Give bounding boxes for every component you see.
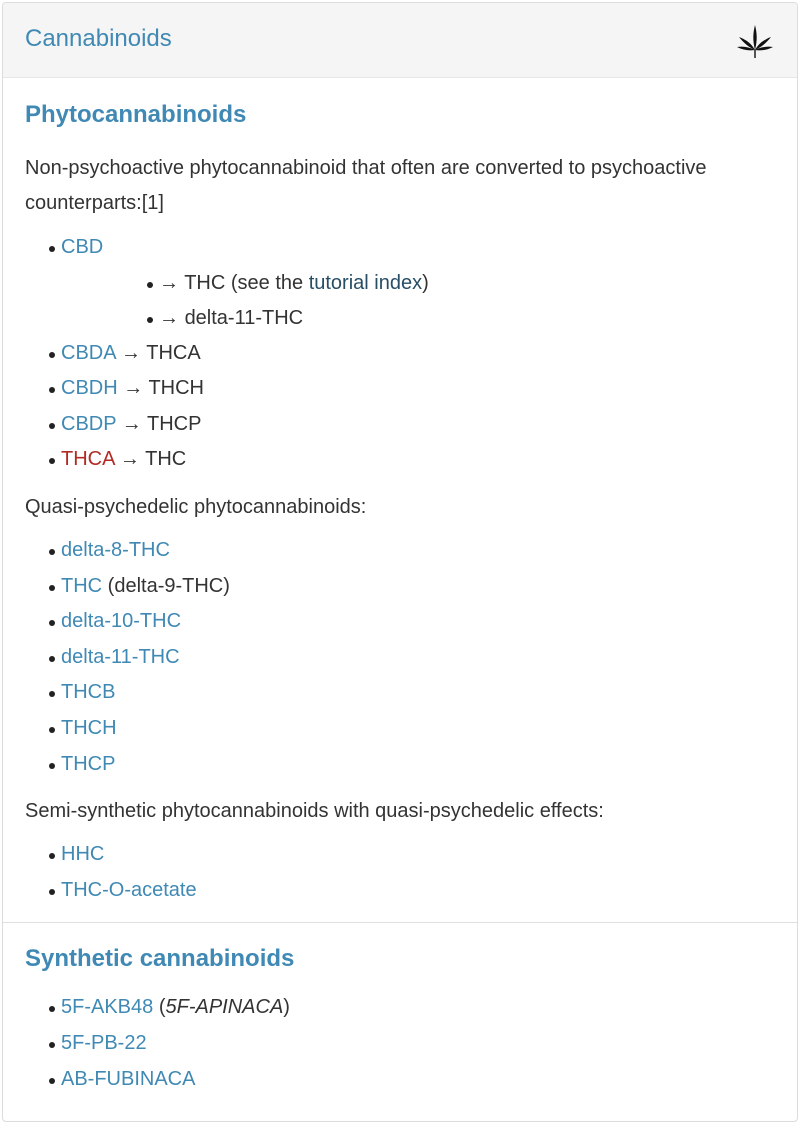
phytocannabinoids-heading: Phytocannabinoids: [25, 101, 247, 128]
sub-item-text: THC (see the: [184, 271, 309, 294]
list-item-cbdp: [25, 407, 775, 443]
conversion-list: [25, 230, 775, 478]
phyto-intro-text: Non-psychoactive phytocannabinoid that often are converted to psychoactive counterparts:[1]: [25, 157, 707, 214]
list-item: [25, 533, 775, 569]
synthetic-cannabinoids-heading: Synthetic cannabinoids: [25, 945, 295, 973]
arrow-icon: →: [123, 377, 144, 400]
delta-11-thc-link[interactable]: delta-11-THC: [61, 645, 180, 668]
synthetic-list: [25, 990, 775, 1097]
list-item-cbd-to-thc: [61, 266, 775, 301]
cbda-link[interactable]: CBDA: [61, 341, 116, 364]
alt-name-text: 5F-APINACA: [165, 996, 284, 1019]
ab-fubinaca-link[interactable]: AB-FUBINACA: [61, 1067, 196, 1090]
list-item-thca: [25, 442, 775, 478]
cannabinoids-navbox: [2, 2, 798, 1122]
list-item: [25, 1026, 775, 1062]
list-item: [25, 1062, 775, 1098]
cbd-link[interactable]: CBD: [61, 236, 104, 258]
list-item: [25, 990, 775, 1026]
conversion-target: THC: [145, 448, 187, 471]
phytocannabinoids-section: [3, 78, 797, 908]
conversion-target: THCA: [146, 341, 201, 364]
cbd-sublist: [61, 266, 775, 336]
arrow-icon: →: [159, 271, 179, 294]
synthetic-cannabinoids-section: [3, 922, 797, 1097]
arrow-icon: →: [121, 412, 142, 435]
list-item-cbdh: [25, 371, 775, 407]
arrow-icon: →: [119, 448, 140, 471]
paren-close: ): [283, 996, 290, 1019]
list-item: [25, 640, 775, 676]
list-item: [25, 747, 775, 783]
thcb-link[interactable]: THCB: [61, 681, 116, 704]
cbdh-link[interactable]: CBDH: [61, 377, 118, 400]
tutorial-index-link[interactable]: tutorial index: [308, 271, 423, 294]
hhc-link[interactable]: HHC: [61, 843, 105, 866]
list-item: [25, 873, 775, 909]
navbox-header: [3, 3, 797, 78]
5f-pb-22-link[interactable]: 5F-PB-22: [61, 1031, 147, 1054]
conversion-target: THCH: [148, 377, 204, 400]
list-item-cbd-to-delta11: [61, 301, 775, 336]
sub-item-text: delta-11-THC: [184, 306, 304, 329]
list-item-cbd: [25, 230, 775, 336]
thca-link[interactable]: THCA: [61, 448, 115, 471]
thc-alias-text: (delta-9-THC): [102, 574, 230, 597]
quasi-psychedelic-list: [25, 533, 775, 782]
list-item: [25, 675, 775, 711]
thc-link[interactable]: THC: [61, 574, 103, 597]
semi-synthetic-list: [25, 837, 775, 908]
list-item-cbda: [25, 336, 775, 372]
delta-8-thc-link[interactable]: delta-8-THC: [61, 538, 170, 561]
5f-akb48-link[interactable]: 5F-AKB48: [61, 996, 154, 1019]
arrow-icon: →: [121, 341, 142, 364]
list-item: [25, 711, 775, 747]
list-item: [25, 604, 775, 640]
list-item: [25, 837, 775, 873]
thcp-link[interactable]: THCP: [61, 752, 116, 775]
list-item: [25, 569, 775, 605]
quasi-intro-text: Quasi-psychedelic phytocannabinoids:: [25, 495, 367, 518]
cannabis-leaf-icon: [735, 23, 775, 59]
sub-item-close: ): [422, 271, 429, 294]
paren-open: (: [153, 996, 166, 1019]
conversion-target: THCP: [146, 412, 202, 435]
semi-synthetic-intro-text: Semi-synthetic phytocannabinoids with quasi-psychedelic effects:: [25, 800, 604, 823]
arrow-icon: →: [159, 306, 179, 329]
navbox-title-link[interactable]: Cannabinoids: [25, 25, 172, 52]
thch-link[interactable]: THCH: [61, 716, 117, 739]
cbdp-link[interactable]: CBDP: [61, 412, 117, 435]
thc-o-acetate-link[interactable]: THC-O-acetate: [61, 878, 197, 901]
delta-10-thc-link[interactable]: delta-10-THC: [61, 610, 182, 633]
